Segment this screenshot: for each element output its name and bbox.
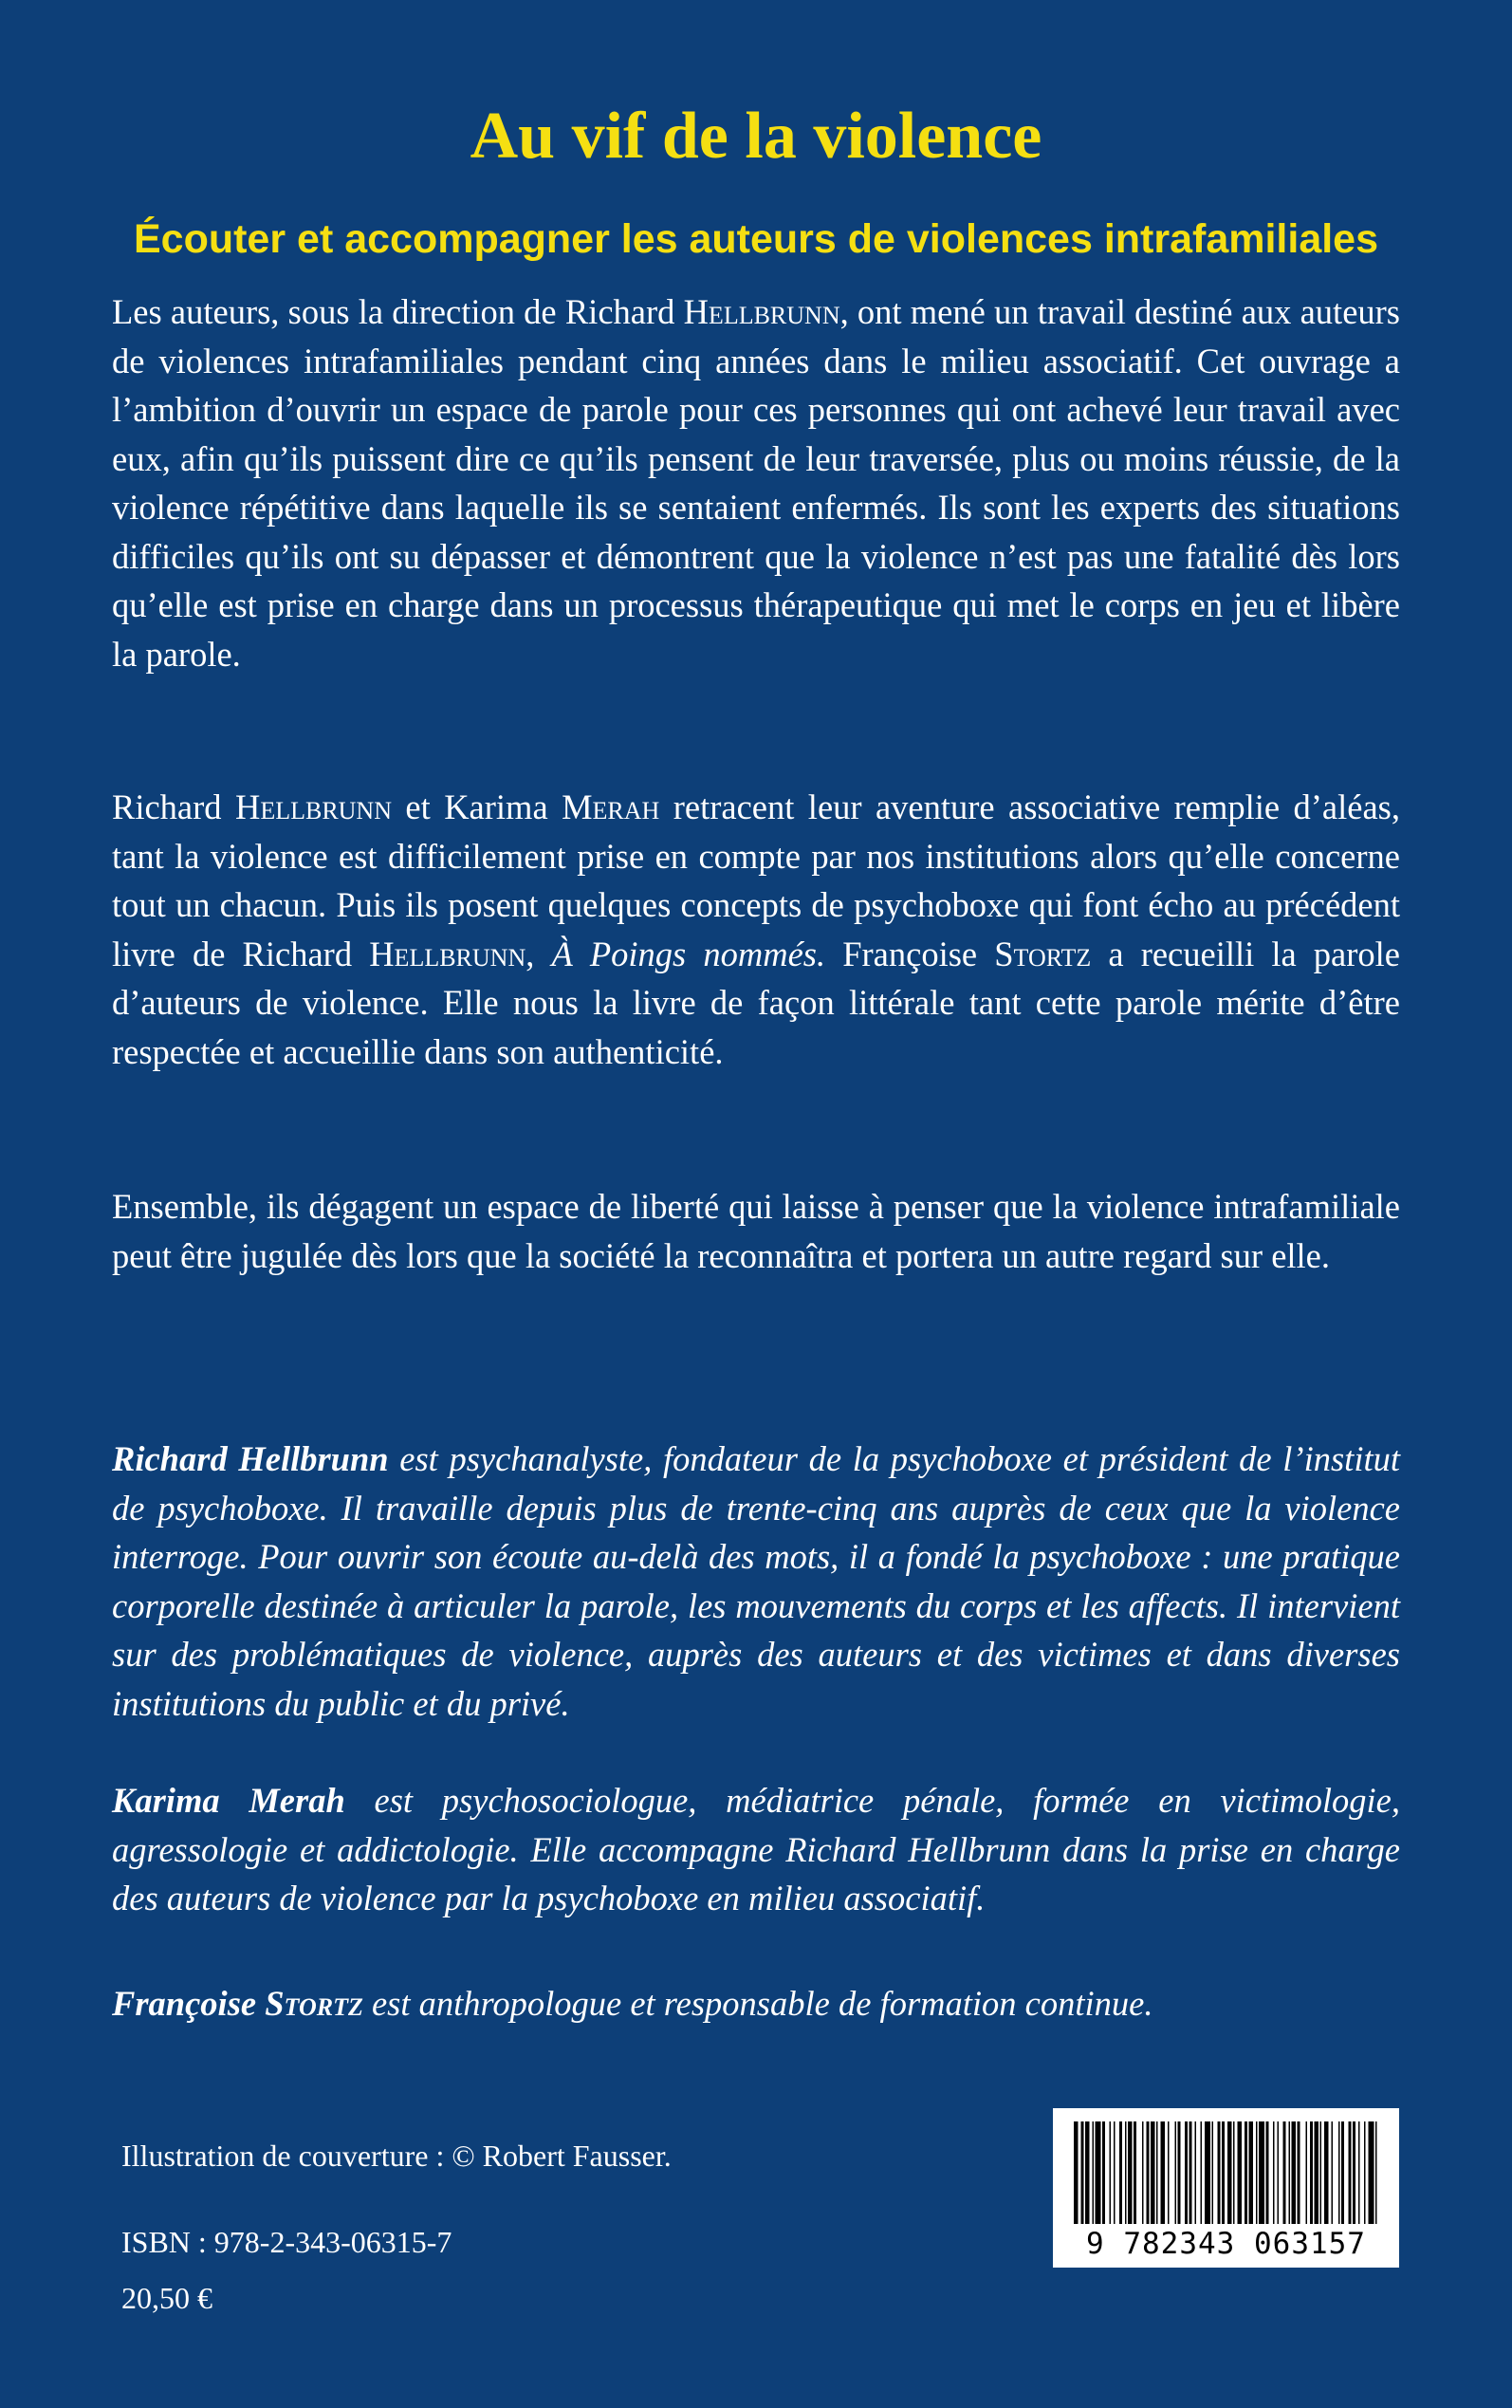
- book-title: Au vif de la violence: [470, 99, 1042, 173]
- barcode-bar: [1185, 2121, 1188, 2224]
- barcode-bar: [1081, 2121, 1084, 2224]
- author-name-hellbrunn-3: Hellbrunn: [369, 934, 526, 973]
- barcode-bar: [1119, 2121, 1122, 2224]
- barcode-bar: [1134, 2121, 1136, 2224]
- isbn: ISBN : 978-2-343-06315-7: [121, 2225, 452, 2259]
- author-name-merah: Merah: [562, 787, 660, 826]
- barcode-bar: [1201, 2121, 1203, 2224]
- barcode-bar: [1195, 2121, 1197, 2224]
- barcode-bar: [1096, 2121, 1101, 2224]
- book-subtitle: Écouter et accompagner les auteurs de violences intrafamiliales: [133, 215, 1379, 262]
- barcode-bar: [1259, 2121, 1264, 2224]
- bio-stortz-text: est anthropologue et responsable de formation continue.: [362, 1984, 1153, 2023]
- barcode-bar: [1168, 2121, 1170, 2224]
- barcode-bar: [1093, 2121, 1095, 2224]
- barcode-bar: [1102, 2121, 1105, 2224]
- p2-text-e: Françoise: [825, 934, 995, 973]
- barcode-bar: [1147, 2121, 1150, 2224]
- bio-hellbrunn-text: est psychanalyste, fondateur de la psychoboxe et président de l’institut de psychoboxe. Il travaille depuis plus de trente-cinq ans auprès de ceux que la violence interroge. Pour ouvrir son écoute au-delà des mots, il a fondé la psychoboxe : une pratique corporelle destinée à articuler la parole, les mouvements du corps et les affects. Il intervient sur des problématiques de violence, auprès des auteurs et des victimes et dans diverses institutions du public et du privé.: [112, 1439, 1400, 1723]
- author-name-hellbrunn: Hellbrunn: [683, 292, 840, 331]
- barcode-bar: [1085, 2121, 1090, 2224]
- barcode: [1053, 2108, 1399, 2268]
- bio-hellbrunn-name: Richard Hellbrunn: [112, 1439, 389, 1478]
- barcode-bar: [1324, 2121, 1329, 2224]
- barcode-bar: [1156, 2121, 1158, 2224]
- barcode-bar: [1218, 2121, 1221, 2224]
- barcode-bar: [1278, 2121, 1280, 2224]
- bio-stortz-first-name: Françoise: [112, 1984, 266, 2023]
- barcode-bar: [1273, 2121, 1275, 2224]
- author-name-hellbrunn-2: Hellbrunn: [234, 787, 392, 826]
- barcode-bar: [1364, 2121, 1366, 2224]
- barcode-bar: [1249, 2121, 1254, 2224]
- barcode-bar: [1266, 2121, 1269, 2224]
- barcode-bar: [1292, 2121, 1297, 2224]
- barcode-bar: [1349, 2121, 1352, 2224]
- barcode-bar: [1142, 2121, 1144, 2224]
- barcode-bar: [1353, 2121, 1355, 2224]
- barcode-bar: [1189, 2121, 1192, 2224]
- p1-text-a: Les auteurs, sous la direction de Richard: [112, 292, 684, 331]
- barcode-digits: 9 782343 063157: [1086, 2227, 1366, 2261]
- barcode-bar: [1245, 2121, 1247, 2224]
- bio-stortz: [112, 1979, 1400, 2028]
- barcode-bar: [1306, 2121, 1308, 2224]
- summary-paragraph-1: [112, 287, 1400, 678]
- barcode-bar: [1256, 2121, 1258, 2224]
- barcode-bar: [1074, 2121, 1079, 2224]
- barcode-bar: [1238, 2121, 1243, 2224]
- barcode-bar: [1369, 2121, 1374, 2224]
- bio-merah-text: est psychosociologue, médiatrice pénale, formée en victimologie, agressologie et addictologie. Elle accompagne Richard Hellbrunn dans la prise en charge des auteurs de violence par la psychoboxe en milieu associatif.: [112, 1781, 1400, 1917]
- barcode-bar: [1320, 2121, 1322, 2224]
- barcode-bar: [1175, 2121, 1177, 2224]
- barcode-bar: [1298, 2121, 1300, 2224]
- barcode-bar: [1110, 2121, 1112, 2224]
- bio-merah-name: Karima Merah: [112, 1781, 345, 1820]
- bio-stortz-last-name: Stortz: [265, 1984, 363, 2023]
- barcode-bar: [1222, 2121, 1225, 2224]
- p2-text-c: retracent leur aventure associative remplie d’aléas, tant la violence est difficilement prise en compte par nos institutions alors qu’elle concerne tout un chacun. Puis ils posent quelques concepts de psychoboxe qui font écho au précédent livre de Richard: [112, 787, 1400, 973]
- bio-hellbrunn: [112, 1435, 1400, 1728]
- barcode-bar: [1114, 2121, 1116, 2224]
- barcode-bar: [1233, 2121, 1235, 2224]
- barcode-bar: [1310, 2121, 1313, 2224]
- previous-book-title: À Poings nommés.: [551, 934, 826, 973]
- price: 20,50 €: [121, 2281, 212, 2315]
- p2-text-b: et Karima: [392, 787, 562, 826]
- barcode-bar: [1151, 2121, 1155, 2224]
- p2-text-f: a recueilli la parole d’auteurs de violence. Elle nous la livre de façon littérale tant cette parole mérite d’être respectée et accueillie dans son authenticité.: [112, 934, 1401, 1071]
- barcode-bar: [1375, 2121, 1377, 2224]
- barcode-bar: [1125, 2121, 1127, 2224]
- summary-paragraph-2: [112, 783, 1400, 1076]
- barcode-bar: [1289, 2121, 1291, 2224]
- barcode-bar: [1338, 2121, 1340, 2224]
- p1-text-b: , ont mené un travail destiné aux auteurs de violences intrafamiliales pendant cinq années dans le milieu associatif. Cet ouvrage a l’ambition d’ouvrir un espace de parole pour ces personnes qui ont achevé leur travail avec eux, afin qu’ils puissent dire ce qu’ils pensent de leur traversée, plus ou moins réussie, de la violence répétitive dans laquelle ils se sentaient enfermés. Ils sont les experts des situations difficiles qu’ils ont su dépasser et démontrent que la violence n’est pas une fatalité dès lors qu’elle est prise en charge dans un processus thérapeutique qui met le corps en jeu et libère la parole.: [112, 292, 1401, 674]
- summary-paragraph-3: Ensemble, ils dégagent un espace de liberté qui laisse à penser que la violence intrafamiliale peut être jugulée dès lors que la société la reconnaîtra et portera un autre regard sur elle.: [112, 1187, 1400, 1275]
- author-name-stortz: Stortz: [994, 934, 1092, 973]
- barcode-bar: [1315, 2121, 1319, 2224]
- barcode-bar: [1178, 2121, 1181, 2224]
- barcode-bar: [1283, 2121, 1286, 2224]
- barcode-bar: [1358, 2121, 1360, 2224]
- cover-illustration-credit: Illustration de couverture : © Robert Fausser.: [121, 2139, 672, 2173]
- p2-text-d: ,: [526, 934, 552, 973]
- barcode-bar: [1205, 2121, 1210, 2224]
- barcode-bar: [1332, 2121, 1334, 2224]
- barcode-bar: [1161, 2121, 1166, 2224]
- bio-merah: [112, 1776, 1400, 1923]
- p2-text-a: Richard: [112, 787, 235, 826]
- barcode-bar: [1227, 2121, 1232, 2224]
- barcode-bar: [1128, 2121, 1133, 2224]
- barcode-bar: [1212, 2121, 1214, 2224]
- barcode-bar: [1341, 2121, 1344, 2224]
